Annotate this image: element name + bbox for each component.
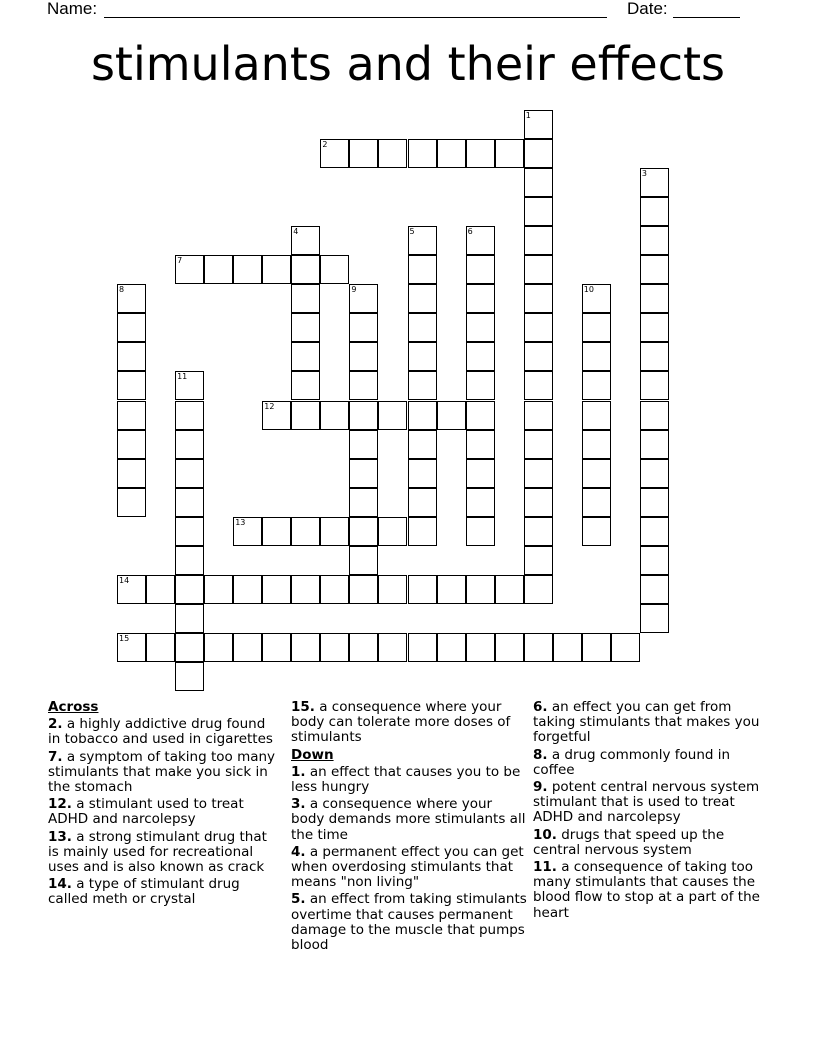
grid-cell[interactable] bbox=[320, 401, 349, 430]
grid-cell[interactable] bbox=[408, 401, 437, 430]
grid-cell[interactable] bbox=[466, 488, 495, 517]
grid-cell[interactable] bbox=[495, 575, 524, 604]
grid-cell[interactable] bbox=[437, 575, 466, 604]
clue-item bbox=[48, 750, 278, 796]
grid-cell[interactable] bbox=[291, 255, 320, 284]
grid-cell[interactable] bbox=[466, 342, 495, 371]
grid-cell[interactable] bbox=[466, 575, 495, 604]
cell-number: 2 bbox=[322, 140, 328, 150]
cell-number: 1 bbox=[525, 111, 531, 120]
grid-cell[interactable] bbox=[349, 139, 378, 168]
grid-cell[interactable] bbox=[582, 342, 611, 371]
grid-cell[interactable] bbox=[408, 633, 437, 662]
cell-number: 3 bbox=[641, 169, 647, 179]
clue-text: a strong stimulant drug that is mainly used for recreational uses and is also known as crack bbox=[48, 828, 267, 876]
grid-cell[interactable] bbox=[582, 430, 611, 459]
grid-cell[interactable] bbox=[291, 284, 320, 313]
clue-number: 12. bbox=[48, 796, 72, 813]
puzzle-title: stimulants and their effects bbox=[90, 37, 726, 91]
clue-text: a symptom of taking too many stimulants that make you sick in the stomach bbox=[48, 748, 276, 796]
grid-cell[interactable] bbox=[640, 575, 669, 604]
clue-number: 7. bbox=[48, 748, 63, 765]
grid-cell[interactable] bbox=[378, 575, 407, 604]
grid-cell[interactable] bbox=[408, 342, 437, 371]
clue-number: 2. bbox=[48, 716, 63, 733]
grid-cell[interactable] bbox=[553, 633, 582, 662]
grid-cell[interactable] bbox=[640, 168, 669, 197]
grid-cell[interactable] bbox=[233, 575, 262, 604]
grid-cell[interactable] bbox=[117, 575, 146, 604]
clue-item bbox=[533, 780, 769, 826]
grid-cell[interactable] bbox=[262, 401, 291, 430]
grid-cell[interactable] bbox=[175, 633, 204, 662]
grid-cell[interactable] bbox=[408, 313, 437, 342]
grid-cell[interactable] bbox=[524, 284, 553, 313]
grid-cell[interactable] bbox=[349, 313, 378, 342]
cell-number: 4 bbox=[293, 227, 299, 237]
clue-text: a drug commonly found in coffee bbox=[533, 746, 731, 778]
grid-cell[interactable] bbox=[524, 110, 553, 139]
grid-cell[interactable] bbox=[117, 401, 146, 430]
grid-cell[interactable] bbox=[640, 226, 669, 255]
grid-cell[interactable] bbox=[466, 633, 495, 662]
grid-cell[interactable] bbox=[175, 575, 204, 604]
clue-number: 1. bbox=[291, 763, 306, 780]
grid-cell[interactable] bbox=[117, 459, 146, 488]
grid-cell[interactable] bbox=[378, 139, 407, 168]
grid-cell[interactable] bbox=[175, 255, 204, 284]
grid-cell[interactable] bbox=[233, 255, 262, 284]
cell-number: 14 bbox=[119, 575, 130, 585]
clue-item bbox=[291, 700, 527, 746]
clue-item bbox=[291, 892, 527, 953]
grid-cell[interactable] bbox=[262, 575, 291, 604]
section-heading-across: Across bbox=[48, 699, 99, 715]
date-label: Date: bbox=[627, 0, 668, 18]
grid-cell[interactable] bbox=[408, 488, 437, 517]
grid-cell[interactable] bbox=[233, 517, 262, 546]
grid-cell[interactable] bbox=[117, 284, 146, 313]
clue-item bbox=[533, 748, 769, 778]
clue-text: a consequence of taking too many stimulants that causes the blood flow to stop at a part of the heart bbox=[533, 859, 760, 921]
clue-number: 6. bbox=[533, 699, 548, 715]
clue-text: an effect that causes you to be less hungry bbox=[291, 763, 521, 796]
grid-cell[interactable] bbox=[408, 371, 437, 400]
grid-cell[interactable] bbox=[466, 313, 495, 342]
grid-cell[interactable] bbox=[524, 168, 553, 197]
grid-cell[interactable] bbox=[262, 633, 291, 662]
grid-cell[interactable] bbox=[408, 575, 437, 604]
grid-cell[interactable] bbox=[291, 517, 320, 546]
clue-item bbox=[533, 700, 769, 746]
grid-cell[interactable] bbox=[117, 342, 146, 371]
grid-cell[interactable] bbox=[262, 517, 291, 546]
grid-cell[interactable] bbox=[524, 488, 553, 517]
grid-cell[interactable] bbox=[320, 255, 349, 284]
grid-cell[interactable] bbox=[640, 604, 669, 633]
grid-cell[interactable] bbox=[175, 604, 204, 633]
grid-cell[interactable] bbox=[524, 139, 553, 168]
grid-cell[interactable] bbox=[320, 517, 349, 546]
clue-text: a stimulant used to treat ADHD and narcolepsy bbox=[48, 796, 244, 828]
grid-cell[interactable] bbox=[524, 226, 553, 255]
cell-number: 12 bbox=[264, 401, 275, 411]
grid-cell[interactable] bbox=[640, 459, 669, 488]
clue-number: 11. bbox=[533, 859, 557, 876]
grid-cell[interactable] bbox=[640, 488, 669, 517]
grid-cell[interactable] bbox=[175, 546, 204, 575]
grid-cell[interactable] bbox=[117, 430, 146, 459]
grid-cell[interactable] bbox=[349, 401, 378, 430]
grid-cell[interactable] bbox=[204, 633, 233, 662]
grid-cell[interactable] bbox=[524, 430, 553, 459]
grid-cell[interactable] bbox=[582, 517, 611, 546]
clue-number: 13. bbox=[48, 828, 72, 845]
grid-cell[interactable] bbox=[408, 459, 437, 488]
cell-number: 9 bbox=[351, 285, 357, 295]
grid-cell[interactable] bbox=[320, 633, 349, 662]
grid-cell[interactable] bbox=[408, 517, 437, 546]
grid-cell[interactable] bbox=[437, 139, 466, 168]
clue-text: an effect you can get from taking stimulants that makes you forgetful bbox=[533, 699, 760, 746]
grid-cell[interactable] bbox=[640, 255, 669, 284]
clue-text: a highly addictive drug found in tobacco and used in cigarettes bbox=[48, 716, 273, 748]
clue-item bbox=[48, 877, 278, 907]
grid-cell[interactable] bbox=[175, 488, 204, 517]
grid-cell[interactable] bbox=[408, 284, 437, 313]
grid-cell[interactable] bbox=[146, 633, 175, 662]
grid-cell[interactable] bbox=[524, 459, 553, 488]
grid-cell[interactable] bbox=[408, 139, 437, 168]
clue-number: 9. bbox=[533, 779, 548, 796]
grid-cell[interactable] bbox=[466, 139, 495, 168]
grid-cell[interactable] bbox=[175, 662, 204, 691]
grid-cell[interactable] bbox=[524, 633, 553, 662]
grid-cell[interactable] bbox=[204, 255, 233, 284]
cell-number: 11 bbox=[177, 372, 188, 382]
grid-cell[interactable] bbox=[524, 342, 553, 371]
grid-cell[interactable] bbox=[117, 633, 146, 662]
grid-cell[interactable] bbox=[582, 284, 611, 313]
grid-cell[interactable] bbox=[320, 575, 349, 604]
grid-cell[interactable] bbox=[349, 371, 378, 400]
grid-cell[interactable] bbox=[378, 517, 407, 546]
grid-cell[interactable] bbox=[291, 575, 320, 604]
cell-number: 15 bbox=[119, 633, 130, 643]
grid-cell[interactable] bbox=[640, 546, 669, 575]
grid-cell[interactable] bbox=[495, 633, 524, 662]
grid-cell[interactable] bbox=[437, 401, 466, 430]
grid-cell[interactable] bbox=[204, 575, 233, 604]
grid-cell[interactable] bbox=[117, 488, 146, 517]
grid-cell[interactable] bbox=[640, 197, 669, 226]
grid-cell[interactable] bbox=[262, 255, 291, 284]
clue-item bbox=[291, 797, 527, 843]
grid-cell[interactable] bbox=[466, 430, 495, 459]
clue-text: drugs that speed up the central nervous system bbox=[533, 826, 725, 858]
grid-cell[interactable] bbox=[495, 139, 524, 168]
grid-cell[interactable] bbox=[611, 633, 640, 662]
clue-number: 10. bbox=[533, 826, 557, 843]
grid-cell[interactable] bbox=[466, 255, 495, 284]
grid-cell[interactable] bbox=[349, 488, 378, 517]
grid-cell[interactable] bbox=[640, 517, 669, 546]
grid-cell[interactable] bbox=[291, 313, 320, 342]
grid-cell[interactable] bbox=[640, 430, 669, 459]
grid-cell[interactable] bbox=[524, 517, 553, 546]
clue-item bbox=[533, 828, 769, 858]
cell-number: 13 bbox=[235, 517, 246, 527]
grid-cell[interactable] bbox=[175, 401, 204, 430]
grid-cell[interactable] bbox=[291, 226, 320, 255]
grid-cell[interactable] bbox=[378, 633, 407, 662]
grid-cell[interactable] bbox=[291, 401, 320, 430]
grid-cell[interactable] bbox=[582, 313, 611, 342]
grid-cell[interactable] bbox=[117, 313, 146, 342]
grid-cell[interactable] bbox=[524, 546, 553, 575]
grid-cell[interactable] bbox=[349, 342, 378, 371]
grid-cell[interactable] bbox=[233, 633, 262, 662]
clue-item bbox=[291, 765, 527, 795]
grid-cell[interactable] bbox=[408, 255, 437, 284]
grid-cell[interactable] bbox=[349, 430, 378, 459]
cell-number: 7 bbox=[177, 256, 183, 266]
clue-text: a consequence where your body demands more stimulants all the time bbox=[291, 796, 526, 843]
cell-number: 10 bbox=[583, 285, 594, 295]
clue-text: a permanent effect you can get when overdosing stimulants that means "non living" bbox=[291, 843, 524, 891]
grid-cell[interactable] bbox=[146, 575, 175, 604]
clue-number: 14. bbox=[48, 876, 72, 893]
grid-cell[interactable] bbox=[582, 371, 611, 400]
grid-cell[interactable] bbox=[640, 284, 669, 313]
grid-cell[interactable] bbox=[349, 546, 378, 575]
clue-column-2 bbox=[291, 700, 527, 953]
grid-cell[interactable] bbox=[640, 313, 669, 342]
name-label: Name: bbox=[47, 0, 98, 18]
clue-text: potent central nervous system stimulant that is used to treat ADHD and narcolepsy bbox=[533, 779, 760, 826]
grid-cell[interactable] bbox=[291, 633, 320, 662]
grid-cell[interactable] bbox=[175, 517, 204, 546]
grid-cell[interactable] bbox=[175, 430, 204, 459]
grid-cell[interactable] bbox=[349, 575, 378, 604]
clue-text: an effect from taking stimulants overtime that causes permanent damage to the muscle that pumps blood bbox=[291, 891, 527, 954]
grid-cell[interactable] bbox=[349, 284, 378, 313]
grid-cell[interactable] bbox=[408, 430, 437, 459]
clue-number: 5. bbox=[291, 891, 306, 908]
grid-cell[interactable] bbox=[524, 313, 553, 342]
clue-column-3 bbox=[533, 700, 769, 921]
grid-cell[interactable] bbox=[175, 459, 204, 488]
grid-cell[interactable] bbox=[582, 633, 611, 662]
clue-item bbox=[48, 797, 278, 827]
grid-cell[interactable] bbox=[466, 459, 495, 488]
clue-number: 8. bbox=[533, 746, 548, 763]
grid-cell[interactable] bbox=[524, 401, 553, 430]
clue-item bbox=[48, 830, 278, 876]
grid-cell[interactable] bbox=[640, 401, 669, 430]
grid-cell[interactable] bbox=[582, 459, 611, 488]
clue-item bbox=[48, 717, 278, 747]
grid-cell[interactable] bbox=[640, 342, 669, 371]
clue-item bbox=[291, 845, 527, 891]
grid-cell[interactable] bbox=[437, 633, 466, 662]
grid-cell[interactable] bbox=[349, 517, 378, 546]
clue-text: a type of stimulant drug called meth or crystal bbox=[48, 876, 240, 908]
grid-cell[interactable] bbox=[378, 401, 407, 430]
grid-cell[interactable] bbox=[466, 401, 495, 430]
grid-cell[interactable] bbox=[524, 255, 553, 284]
clue-number: 3. bbox=[291, 796, 306, 813]
cell-number: 5 bbox=[409, 227, 415, 237]
grid-cell[interactable] bbox=[582, 488, 611, 517]
grid-cell[interactable] bbox=[466, 284, 495, 313]
grid-cell[interactable] bbox=[524, 371, 553, 400]
grid-cell[interactable] bbox=[291, 342, 320, 371]
grid-cell[interactable] bbox=[524, 575, 553, 604]
clue-number: 4. bbox=[291, 843, 306, 860]
grid-cell[interactable] bbox=[291, 371, 320, 400]
grid-cell[interactable] bbox=[349, 633, 378, 662]
clue-column-1 bbox=[48, 700, 278, 908]
cell-number: 8 bbox=[119, 285, 125, 295]
grid-cell[interactable] bbox=[117, 371, 146, 400]
grid-cell[interactable] bbox=[320, 139, 349, 168]
grid-cell[interactable] bbox=[175, 371, 204, 400]
grid-cell[interactable] bbox=[466, 517, 495, 546]
clue-item bbox=[533, 860, 769, 921]
grid-cell[interactable] bbox=[640, 371, 669, 400]
grid-cell[interactable] bbox=[408, 226, 437, 255]
cell-number: 6 bbox=[467, 227, 473, 237]
grid-cell[interactable] bbox=[466, 226, 495, 255]
clue-number: 15. bbox=[291, 699, 315, 715]
grid-cell[interactable] bbox=[524, 197, 553, 226]
section-heading-down: Down bbox=[291, 746, 334, 763]
clue-text: a consequence where your body can tolerate more doses of stimulants bbox=[291, 699, 511, 746]
grid-cell[interactable] bbox=[349, 459, 378, 488]
grid-cell[interactable] bbox=[466, 371, 495, 400]
grid-cell[interactable] bbox=[582, 401, 611, 430]
